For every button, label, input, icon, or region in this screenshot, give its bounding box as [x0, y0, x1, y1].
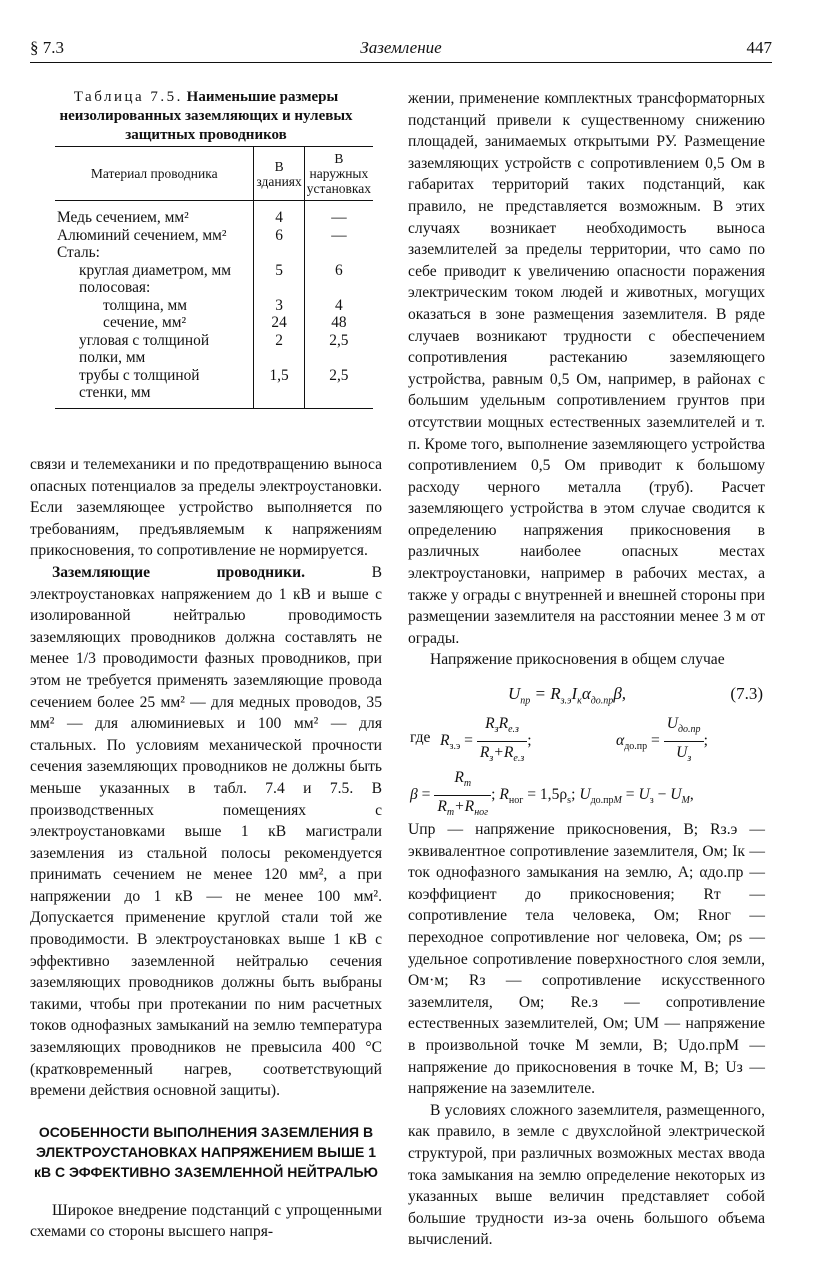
row-label: трубы с толщиной стенки, мм: [55, 367, 254, 409]
table-row: [55, 367, 373, 409]
paragraph: Широкое внедрение подстанций с упрощенными схемами со стороны высшего напря-: [30, 1201, 382, 1241]
section-number: § 7.3: [30, 38, 64, 57]
row-indoor: 2: [254, 332, 304, 367]
row-indoor: 5: [254, 262, 304, 280]
right-column: [408, 88, 765, 1251]
row-label: Алюминий сечением, мм²: [57, 226, 227, 244]
row-outdoor: 4: [304, 297, 373, 315]
equation-number: (7.3): [730, 684, 763, 704]
paragraph: жении, применение комплектных трансформаторных подстанций привели к существенному снижению площадей, занимаемых открытыми РУ. Размещение заземляющих устройств с сопротивлением 0,5 Ом в габаритах территорий таких подстанций, как правило, не представляется возможным. В этих случаях возникает необходимость выноса заземлителей за пределы территории, что само по себе приводит к увеличению опасности поражения электрическим током людей и животных, могущих оказаться в зоне размещения заземлителя. В ряде случаев возникают трудности с обеспечением сопротивления растеканию заземляющего устройства, равным 0,5 Ом, например, в районах с большим удельным сопротивлением грунтов при отсутствии мощных естественных заземлителей и т. п. Кроме того, выполнение заземляющего устройства сопротивлением 0,5 Ом приводит к большому расходу черного металла (труб). Расчет заземляющего устройства в этом случае сводится к определению напряжения прикосновения в различных наиболее опасных местах электроустановки, например в рабочих местах, а также у ограды с внутренней и внешней стороны при размещении заземлителя на расстоянии менее 3 м от ограды.: [408, 90, 765, 647]
row-indoor: 3: [254, 297, 304, 315]
table-row: [55, 244, 373, 262]
table-caption-title: Наименьшие размеры неизолированных заземляющих и нулевых защитных проводников: [59, 89, 353, 143]
formula-definitions-1: [408, 713, 765, 763]
table-caption: [30, 88, 382, 145]
table-row: [55, 314, 373, 332]
row-indoor: 1,5: [254, 367, 304, 409]
formula-beta: β = $\frac{R_т}{R_т+R_{ног}}$ ; $R_{ног} = 1,5\rho_s$; $U_{до.прM} = U_з - U_M$,: [410, 769, 694, 818]
section-heading: ОСОБЕННОСТИ ВЫПОЛНЕНИЯ ЗАЗЕМЛЕНИЯ В ЭЛЕКТРОУСТАНОВКАХ НАПРЯЖЕНИЕМ ВЫШЕ 1 кВ С ЭФФЕКТИВНО ЗАЗЕМЛЕННОЙ НЕЙТРАЛЬЮ: [34, 1123, 378, 1180]
row-indoor: 4: [254, 201, 304, 227]
row-label: толщина, мм: [103, 296, 188, 314]
paragraph: связи и телемеханики и по предотвращению выноса опасных потенциалов за пределы электроустановки. Если заземляющее устройство выполняется по требованиям, предъявляемым к напряжениям прикосновения, то сопротивление не нормируется.: [30, 456, 382, 560]
col-header-material: Материал проводника: [55, 147, 254, 201]
row-label: Медь сечением, мм²: [57, 209, 189, 226]
row-indoor: [254, 279, 304, 297]
table-row: [55, 297, 373, 315]
row-label: сечение, мм²: [103, 314, 187, 331]
table-row: [55, 279, 373, 297]
row-outdoor: [304, 279, 373, 297]
row-label: угловая с толщиной полки, мм: [79, 331, 210, 366]
row-outdoor: 2,5: [304, 367, 373, 409]
paragraph-lead: Заземляющие проводники.: [52, 563, 306, 581]
table-caption-prefix: Таблица 7.5.: [73, 89, 183, 105]
page-number: 447: [746, 38, 772, 57]
formula-rze: $R_{з.э}$ = $\frac{R_зR_{е.з}}{R_з+R_{е.з}}$ ;: [440, 715, 532, 764]
table-row: [55, 332, 373, 367]
row-label: Сталь:: [57, 244, 100, 261]
left-column: [30, 454, 382, 1243]
table-row: [55, 227, 373, 245]
row-outdoor: 2,5: [304, 332, 373, 367]
row-label: круглая диаметром, мм: [79, 261, 232, 279]
formula-definitions-2: [408, 763, 765, 819]
row-outdoor: —: [304, 227, 373, 245]
row-indoor: [254, 244, 304, 262]
paragraph: [30, 562, 382, 1102]
col-header-outdoor: В наружных установках: [304, 147, 373, 201]
row-label: полосовая:: [79, 279, 151, 296]
paragraph: Uпр — напряжение прикосновения, В; Rз.э — эквивалентное сопротивление заземлителя, Ом; Iк — ток однофазного замыкания на землю, А; αдо.пр — коэффициент до прикосновения; Rт — сопротивление тела человека, Ом; Rног — переходное сопротивление ног человека, Ом; ρs — удельное сопротивление поверхностного слоя земли, Ом·м; Rз — сопротивление искусственного заземлителя, Ом; Rе.з — сопротивление естественных заземлителей, Ом; UM — напряжение в произвольной точке М земли, В; Uдо.прM — напряжение до прикосновения в точке М, В; Uз — напряжение на заземлителе.: [408, 821, 765, 1098]
formula-7-3: [408, 683, 765, 713]
formula-alpha: $\alpha_{до.пр}$ = $\frac{U_{до.пр}}{U_з}$ ;: [616, 715, 708, 764]
row-outdoor: 48: [304, 314, 373, 332]
where-word: где: [410, 729, 431, 747]
paragraph: Напряжение прикосновения в общем случае: [430, 651, 725, 669]
row-outdoor: 6: [304, 262, 373, 280]
row-outdoor: —: [304, 201, 373, 227]
formula-main: $U_{пр} = R_{з.э}I_к\alpha_{до.пр}\beta$,: [508, 684, 627, 707]
running-title: Заземление: [360, 38, 442, 57]
row-indoor: 24: [254, 314, 304, 332]
paragraph-body: В электроустановках напряжением до 1 кВ и выше с изолированной нейтралью проводимость заземляющих проводников должна составлять не менее 1/3 проводимости фазных проводников, при этом не требуется применять заземляющие провода сечением более 25 мм² — для медных проводов, 35 мм² — для алюминиевых и 100 мм² — для стальных. По условиям механической прочности сечения заземляющих проводников не должны быть меньше указанных в табл. 7.4 и 7.5. В производственных помещениях с электроустановками выше 1 кВ магистрали заземления из стальной полосы рекомендуется принимать сечением не менее 120 мм², а при напряжении до 1 кВ — не менее 100 мм². Допускается применение круглой стали той же проводимости. В электроустановках выше 1 кВ с эффективно заземленной нейтралью сечения заземляющих проводников должны быть выбраны такими, чтобы при протекании по ним расчетных токов однофазных замыканий на землю температура заземляющих проводников не превысила 400 °С (кратковременный нагрев, соответствующий времени действия основной защиты).: [30, 563, 382, 1100]
table-7-5: [55, 146, 373, 409]
running-header: [30, 32, 772, 63]
row-outdoor: [304, 244, 373, 262]
table-row: [55, 262, 373, 280]
row-indoor: 6: [254, 227, 304, 245]
table-row: [55, 201, 373, 227]
col-header-indoor: В зданиях: [254, 147, 304, 201]
paragraph: В условиях сложного заземлителя, размещенного, как правило, в земле с двухслойной электрической структурой, при различных возможных местах ввода тока замыкания на землю определение некоторых из указанных выше величин представляет собой большие трудности из-за очень большого объема вычислений.: [408, 1101, 765, 1249]
